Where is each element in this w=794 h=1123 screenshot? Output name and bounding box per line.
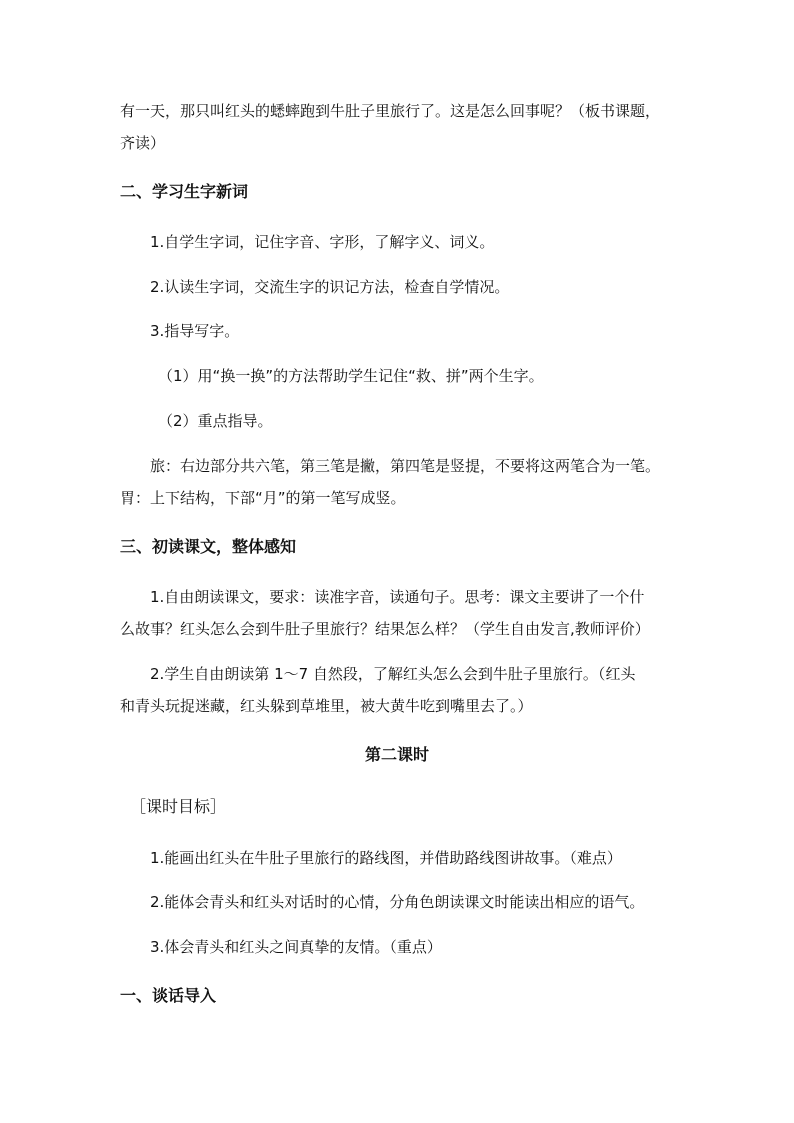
- section-heading-first-reading: 三、初读课文，整体感知: [120, 537, 297, 556]
- intro-line-2: 齐读）: [120, 134, 166, 152]
- reading-item-2-line-1: 2.学生自由朗读第 1～7 自然段，了解红头怎么会到牛肚子里旅行。（红头: [150, 665, 636, 683]
- intro-line-1: 有一天，那只叫红头的蟋蟀跑到牛肚子里旅行了。这是怎么回事呢？（板书课题，: [120, 102, 661, 120]
- lesson-title: 第二课时: [364, 745, 429, 764]
- lesson-goal-1: 1.能画出红头在牛肚子里旅行的路线图，并借助路线图讲故事。（难点）: [150, 849, 622, 867]
- writing-subitem-1: （1）用“换一换”的方法帮助学生记住“救、拼”两个生字。: [158, 367, 544, 385]
- section-heading-vocabulary: 二、学习生字新词: [120, 182, 249, 201]
- reading-item-2-line-2: 和青头玩捉迷藏，红头躲到草堆里，被大黄牛吃到嘴里去了。）: [120, 697, 533, 715]
- section-heading-intro-talk: 一、谈话导入: [120, 986, 217, 1005]
- lesson-goal-2: 2.能体会青头和红头对话时的心情，分角色朗读课文时能读出相应的语气。: [150, 893, 645, 911]
- lesson-goals-label: ［课时目标］: [130, 797, 227, 816]
- reading-item-1-line-1: 1.自由朗读课文，要求：读准字音，读通句子。思考：课文主要讲了一个什: [150, 588, 645, 606]
- writing-subitem-2: （2）重点指导。: [158, 412, 273, 430]
- lesson-goal-3: 3.体会青头和红头之间真挚的友情。（重点）: [150, 938, 442, 956]
- writing-note-1: 旅：右边部分共六笔，第三笔是撇，第四笔是竖提，不要将这两笔合为一笔。: [150, 457, 661, 475]
- vocab-item-3: 3.指导写字。: [150, 322, 240, 340]
- writing-note-2: 胃：上下结构，下部“月”的第一笔写成竖。: [120, 489, 406, 507]
- vocab-item-1: 1.自学生字词，记住字音、字形，了解字义、词义。: [150, 233, 495, 251]
- vocab-item-2: 2.认读生字词，交流生字的识记方法，检查自学情况。: [150, 278, 510, 296]
- reading-item-1-line-2: 么故事？红头怎么会到牛肚子里旅行？结果怎么样？（学生自由发言,教师评价）: [120, 620, 650, 638]
